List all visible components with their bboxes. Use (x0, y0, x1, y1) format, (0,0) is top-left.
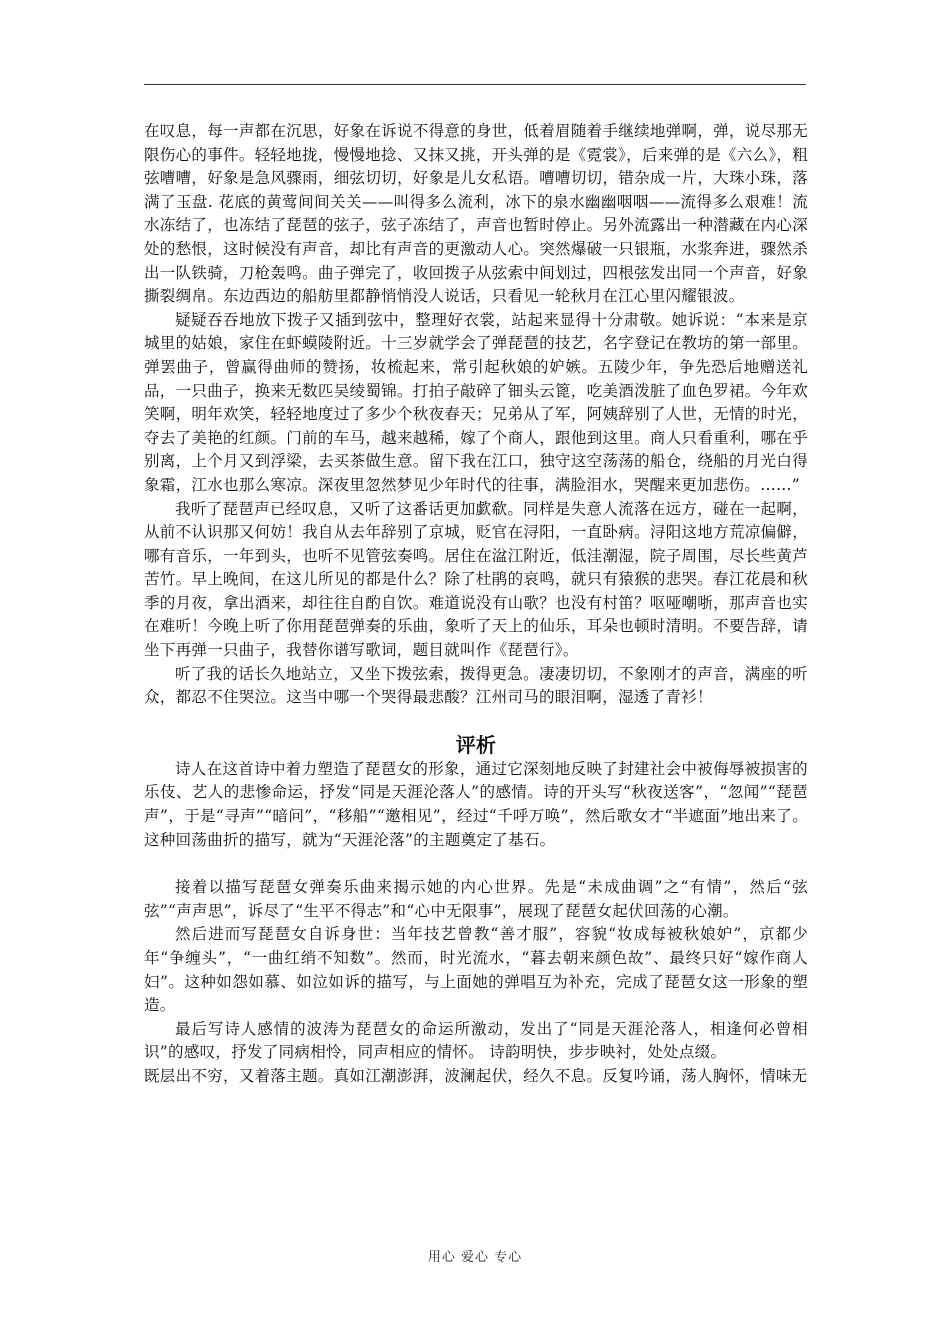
analysis-paragraph-3: 然后进而写琵琶女自诉身世：当年技艺曾教“善才服”，容貌“妆成每被秋娘妒”，京都少年“争缠头”，“一曲红绡不知数”。然而，时光流水，“暮去朝来颜色故”、最终只好“嫁作商人妇”。这种如怨如慕、如泣如诉的描写，与上面她的弹唱互为补充，完成了琵琶女这一形象的塑造。 (144, 925, 808, 1015)
header-rule (144, 84, 806, 85)
translation-paragraph-4: 听了我的话长久地站立，又坐下拨弦索，拨得更急。凄凄切切，不象刚才的声音，满座的听众，都忍不住哭泣。这当中哪一个哭得最悲酸？江州司马的眼泪啊，湿透了青衫！ (144, 664, 808, 707)
analysis-paragraph-5: 既层出不穷，又着落主题。真如江潮澎湃，波澜起伏，经久不息。反复吟诵，荡人胸怀，情味无 (144, 1066, 808, 1085)
translation-paragraph-3: 我听了琵琶声已经叹息，又听了这番话更加歔欷。同样是失意人流落在远方，碰在一起啊，从前不认识那又何妨！我自从去年辞别了京城，贬官在浔阳，一直卧病。浔阳这地方荒凉偏僻，哪有音乐，一年到头，也听不见管弦奏鸣。居住在湓江附近，低洼潮湿，院子周围，尽长些黄芦苦竹。早上晚间，在这儿所见的都是什么？除了杜鹃的哀鸣，就只有猿猴的悲哭。春江花晨和秋季的月夜，拿出酒来，却往往自酌自饮。难道说没有山歌？也没有村笛？呕哑嘲哳，那声音也实在难听！今晚上听了你用琵琶弹奏的乐曲，象听了天上的仙乐，耳朵也顿时清明。不要告辞，请坐下再弹一只曲子，我替你谱写歌词，题目就叫作《琵琶行》。 (144, 499, 808, 660)
page-footer: 用心 爱心 专心 (427, 1250, 523, 1265)
paragraph-gap (144, 852, 808, 876)
document-body (144, 120, 808, 1089)
analysis-paragraph-4: 最后写诗人感情的波涛为琵琶女的命运所激动，发出了“同是天涯沦落人，相逢何必曾相识”的感叹，抒发了同病相怜，同声相应的情怀。 诗韵明快，步步映衬，处处点缀。 (144, 1019, 808, 1062)
translation-paragraph-2: 疑疑吞吞地放下拨子又插到弦中，整理好衣裳，站起来显得十分肃敬。她诉说：“本来是京城里的姑娘，家住在虾蟆陵附近。十三岁就学会了弹琵琶的技艺，名字登记在教坊的第一部里。弹罢曲子，曾赢得曲师的赞扬，妆梳起来，常引起秋娘的妒嫉。五陵少年，争先恐后地赠送礼品，一只曲子，换来无数匹吴绫蜀锦。打拍子敲碎了钿头云篦，吃美酒泼脏了血色罗裙。今年欢笑啊，明年欢笑，轻轻地度过了多少个秋夜春天；兄弟从了军，阿姨辞别了人世，无情的时光，夺去了美艳的红颜。门前的车马，越来越稀，嫁了个商人，跟他到这里。商人只看重利，哪在乎别离，上个月又到浮梁，去买茶做生意。留下我在江口，独守这空荡荡的船仓，绕船的月光白得象霜，江水也那么寒凉。深夜里忽然梦见少年时代的往事，满脸泪水，哭醒来更加悲伤。……” (144, 310, 808, 494)
analysis-paragraph-1: 诗人在这首诗中着力塑造了琵琶女的形象，通过它深刻地反映了封建社会中被侮辱被损害的乐伎、艺人的悲惨命运，抒发“同是天涯沦落人”的感情。诗的开头写“秋夜送客”，“忽闻”“琵琶声”，于是“寻声”“暗问”，“移船”“邀相见”，经过“千呼万唤”，然后歌女才“半遮面”地出来了。这种回荡曲折的描写，就为“天涯沦落”的主题奠定了基石。 (144, 759, 808, 849)
analysis-heading: 评析 (455, 732, 497, 757)
translation-paragraph-1: 在叹息，每一声都在沉思，好象在诉说不得意的身世，低着眉随着手继续地弹啊，弹，说尽那无限伤心的事件。轻轻地拢，慢慢地捻、又抹又挑，开头弹的是《霓裳》，后来弹的是《六么》，粗弦嘈嘈，好象是急风骤雨，细弦切切，好象是儿女私语。嘈嘈切切，错杂成一片，大珠小珠，落满了玉盘. 花底的黄莺间间关关——叫得多么流利，冰下的泉水幽幽咽咽——流得多么艰难！流水冻结了，也冻结了琵琶的弦子，弦子冻结了，声音也暂时停止。另外流露出一种潜藏在内心深处的愁恨，这时候没有声音，却比有声音的更激动人心。突然爆破一只银瓶，水浆奔进，骤然杀出一队铁骑，刀枪轰鸣。曲子弹完了，收回拨子从弦索中间划过，四根弦发出同一个声音，好象撕裂绸帛。东边西边的船舫里都静悄悄没人说话，只看见一轮秋月在江心里闪耀银波。 (144, 122, 808, 306)
analysis-paragraph-2: 接着以描写琵琶女弹奏乐曲来揭示她的内心世界。先是“未成曲调”之“有情”，然后“弦弦”“声声思”，诉尽了“生平不得志”和“心中无限事”，展现了琵琶女起伏回荡的心潮。 (144, 878, 808, 920)
